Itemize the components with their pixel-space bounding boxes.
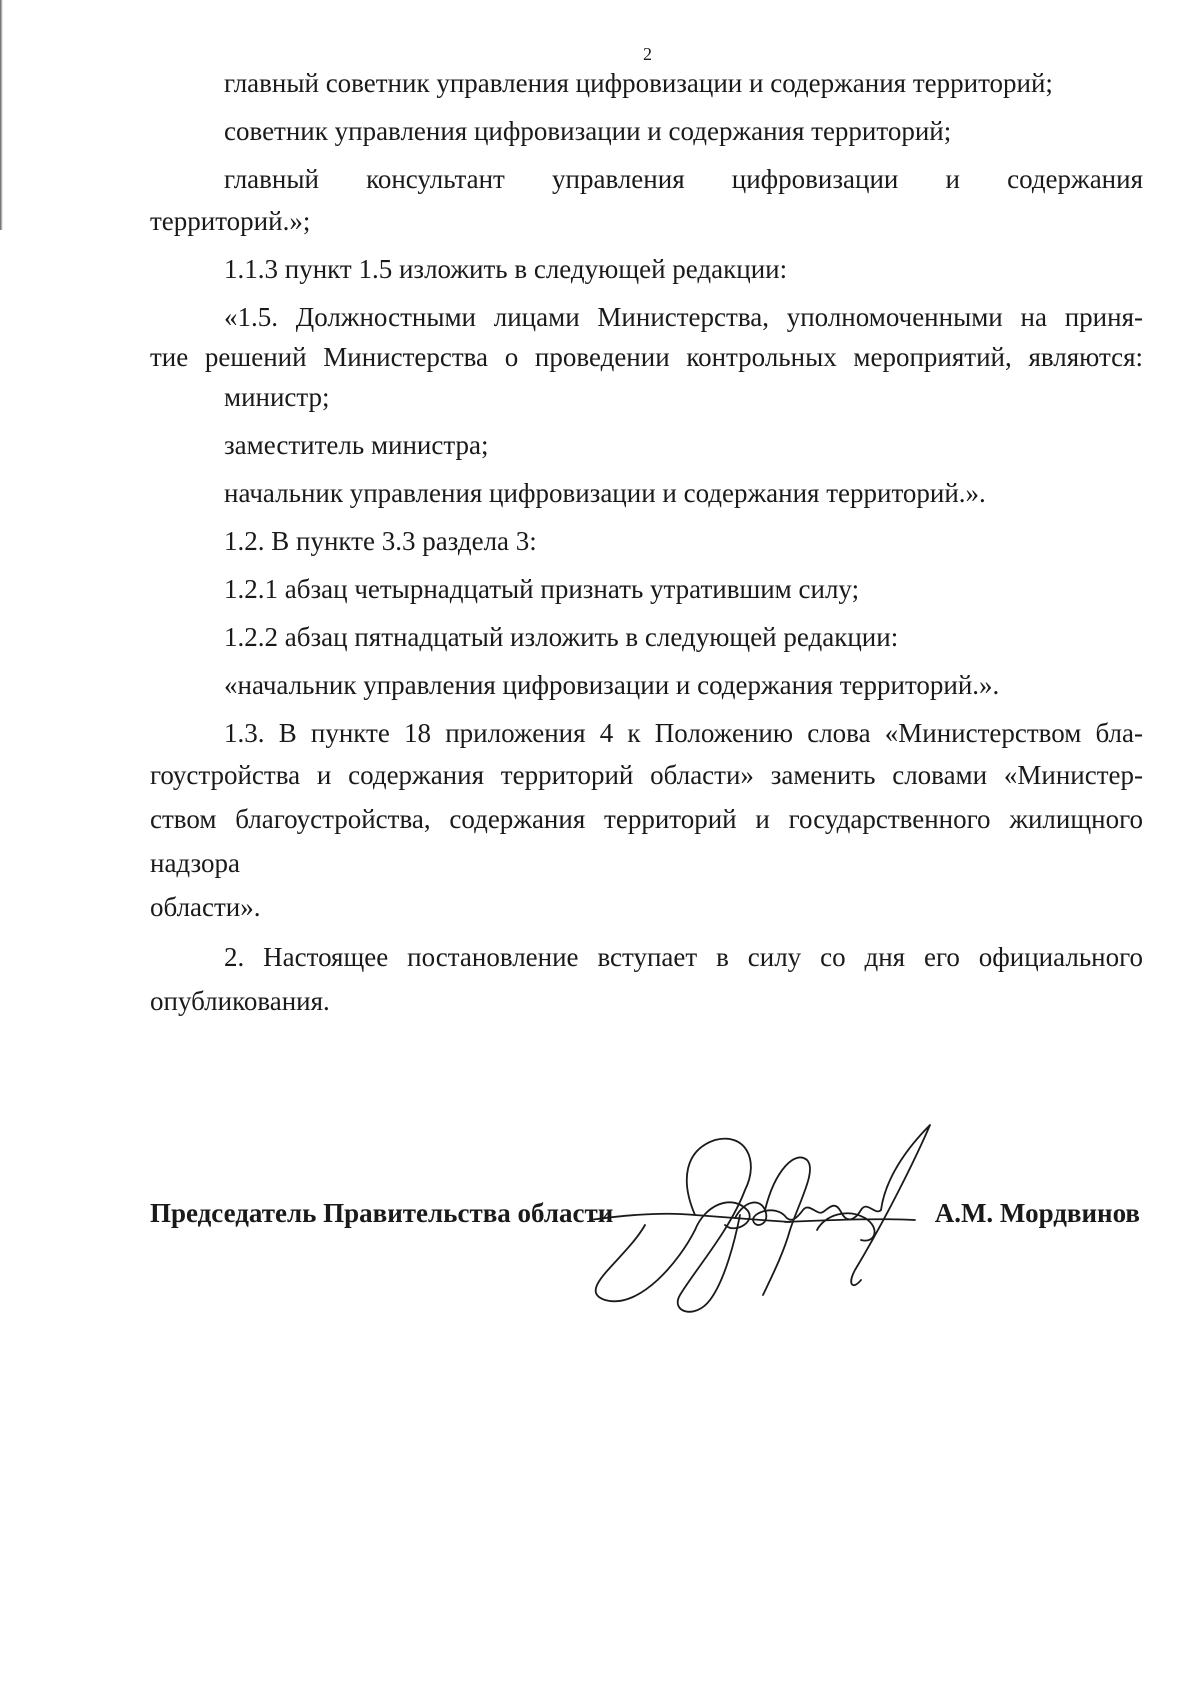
paragraph-line: 1.3. В пункте 18 приложения 4 к Положению слова «Министерством бла- [224,718,1143,748]
paragraph-line: заместитель министра; [224,430,489,460]
scan-edge-mark [0,0,3,230]
paragraph-line: «1.5. Должностными лицами Министерства, уполномоченными на приня- [224,302,1143,332]
paragraph-line: опубликования. [150,986,330,1016]
paragraph-line: тие решений Министерства о проведении контрольных мероприятий, являются: [150,342,1143,372]
paragraph-line: ством благоустройства, содержания территорий и государственного жилищного [150,804,1143,834]
paragraph-line: 1.2.1 абзац четырнадцатый признать утратившим силу; [224,574,860,604]
page-number: 2 [643,44,652,64]
paragraph-line: 1.2. В пункте 3.3 раздела 3: [224,526,537,556]
paragraph-line: гоустройства и содержания территорий области» заменить словами «Министер- [150,760,1143,790]
signatory-name: А.М. Мордвинов [934,1198,1140,1228]
paragraph-line: «начальник управления цифровизации и содержания территорий.». [224,670,1000,700]
paragraph-line: области». [150,892,261,922]
paragraph-line: 1.1.3 пункт 1.5 изложить в следующей редакции: [224,254,788,284]
paragraph-line: главный советник управления цифровизации и содержания территорий; [224,68,1053,98]
paragraph-line: советник управления цифровизации и содержания территорий; [224,116,952,146]
paragraph-line: территорий.»; [150,206,311,236]
signatory-title: Председатель Правительства области [150,1198,614,1228]
paragraph-line: 2. Настоящее постановление вступает в силу со дня его официального [224,942,1143,972]
paragraph-line: 1.2.2 абзац пятнадцатый изложить в следующей редакции: [224,622,899,652]
paragraph-line: главный консультант управления цифровизации и содержания [224,164,1143,194]
paragraph-line: начальник управления цифровизации и содержания территорий.». [224,478,986,508]
paragraph-line: министр; [224,382,330,412]
handwritten-signature [585,1120,945,1335]
paragraph-line: надзора [150,848,240,878]
